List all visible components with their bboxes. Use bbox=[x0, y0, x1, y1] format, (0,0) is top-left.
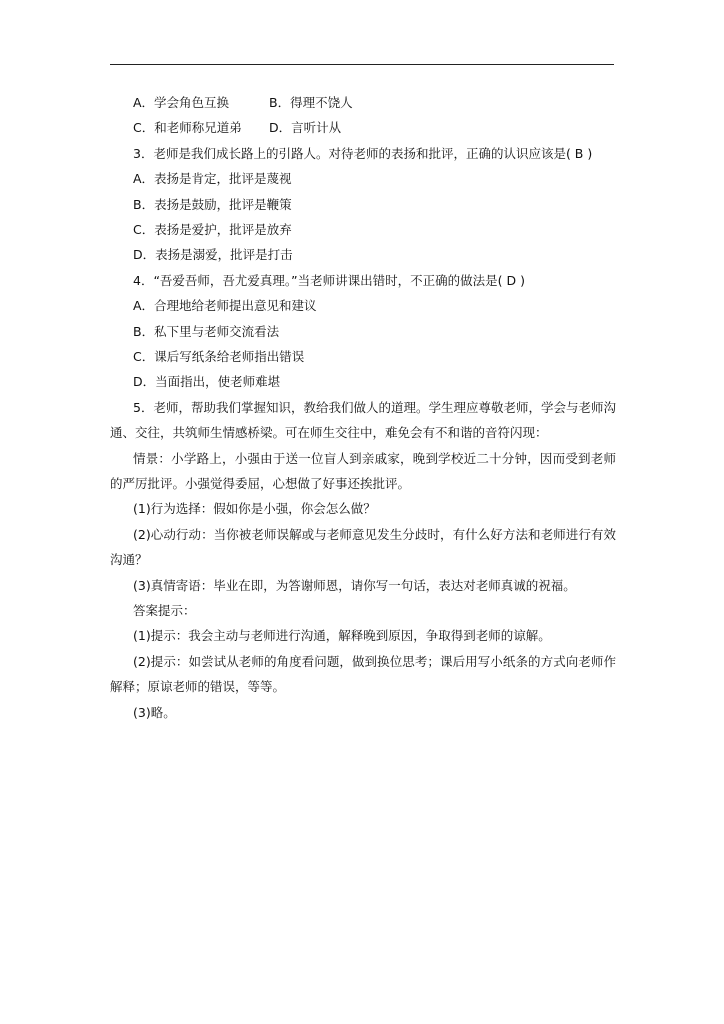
question-4-option-c: C．课后写纸条给老师指出错误 bbox=[133, 348, 305, 364]
question-4-option-d: D．当面指出，使老师难堪 bbox=[133, 374, 281, 390]
question-5: 5．老师，帮助我们掌握知识，教给我们做人的道理。学生理应尊敬老师，学会与老师沟通、交往，共筑师生情感桥梁。可在师生交往中，难免会有不和谐的音符闪现： bbox=[110, 399, 616, 441]
sub-question-2: (2)心动行动：当你被老师误解或与老师意见发生分歧时，有什么好方法和老师进行有效沟通？ bbox=[110, 526, 616, 568]
option-b: B．得理不饶人 bbox=[269, 95, 353, 110]
question-3-option-b: B．表扬是鼓励，批评是鞭策 bbox=[133, 196, 292, 212]
option-c: C．和老师称兄道弟 bbox=[133, 120, 242, 136]
question-4: 4．“吾爱吾师，吾尤爱真理。”当老师讲课出错时，不正确的做法是( D ) bbox=[133, 272, 525, 288]
question-3-option-a: A．表扬是肯定，批评是蔑视 bbox=[133, 171, 292, 187]
option-a: A．学会角色互换 bbox=[133, 95, 230, 110]
option-row-cd bbox=[110, 115, 616, 140]
sub-question-3: (3)真情寄语：毕业在即，为答谢师恩，请你写一句话，表达对老师真诚的祝福。 bbox=[133, 577, 576, 593]
scenario-paragraph: 情景：小学路上，小强由于送一位盲人到亲戚家，晚到学校近二十分钟，因而受到老师的严厉批评。小强觉得委屈，心想做了好事还挨批评。 bbox=[110, 450, 616, 491]
question-4-option-b: B．私下里与老师交流看法 bbox=[133, 323, 280, 339]
question-3-option-d: D．表扬是溺爱，批评是打击 bbox=[133, 247, 293, 263]
question-3-option-c: C．表扬是爱护，批评是放弃 bbox=[133, 221, 292, 237]
question-4-option-a: A．合理地给老师提出意见和建议 bbox=[133, 298, 317, 314]
header-rule bbox=[110, 64, 614, 65]
option-d: D．言听计从 bbox=[269, 120, 342, 136]
answer-3: (3)略。 bbox=[133, 704, 176, 720]
answer-title: 答案提示： bbox=[133, 602, 196, 618]
option-row-ab bbox=[110, 90, 616, 115]
sub-question-1: (1)行为选择：假如你是小强，你会怎么做？ bbox=[133, 501, 376, 517]
answer-2: (2)提示：如尝试从老师的角度看问题，做到换位思考；课后用写小纸条的方式向老师作解释；原谅老师的错误，等等。 bbox=[110, 653, 616, 695]
question-3: 3．老师是我们成长路上的引路人。对待老师的表扬和批评，正确的认识应该是( B ) bbox=[133, 145, 593, 161]
document-body bbox=[110, 90, 616, 725]
answer-1: (1)提示：我会主动与老师进行沟通，解释晚到原因，争取得到老师的谅解。 bbox=[133, 628, 551, 644]
